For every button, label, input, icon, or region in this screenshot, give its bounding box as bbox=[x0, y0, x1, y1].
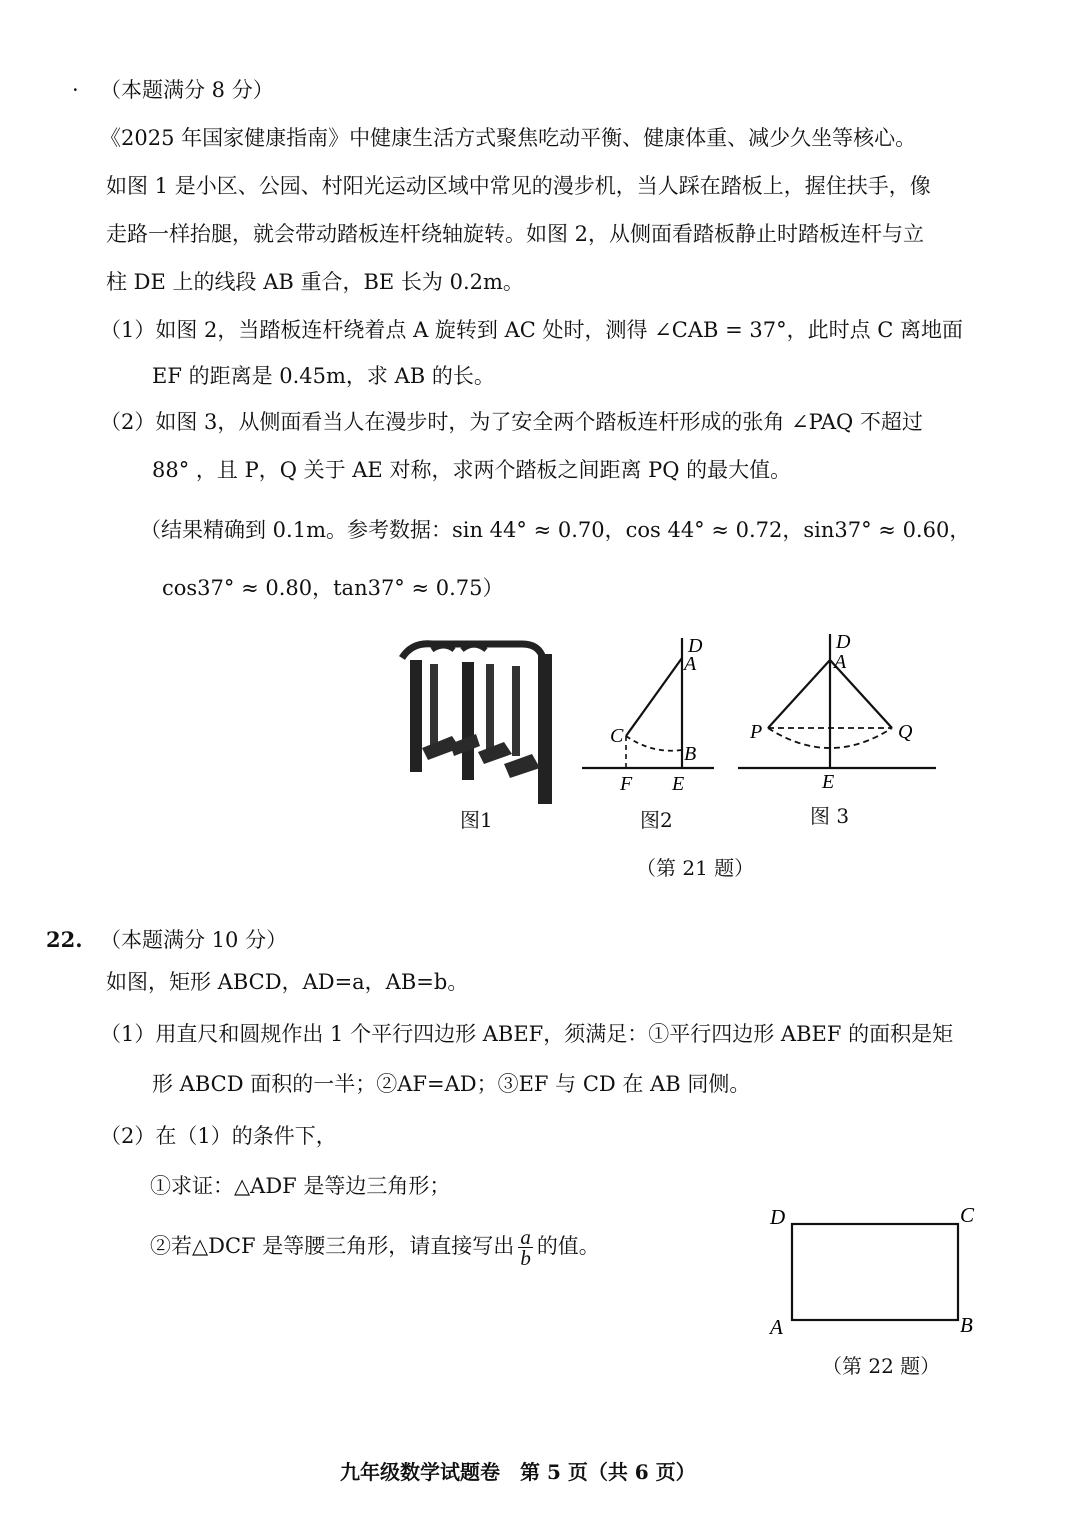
fig3-label-d: D bbox=[836, 631, 851, 653]
fig3-label-a: A bbox=[834, 651, 847, 673]
fraction-denominator: b bbox=[520, 1246, 531, 1270]
q21-note-2: cos37° ≈ 0.80，tan37° ≈ 0.75） bbox=[162, 576, 504, 600]
q22-part2-b-pre: ②若△DCF 是等腰三角形，请直接写出 bbox=[150, 1234, 515, 1258]
fig1-caption: 图1 bbox=[460, 808, 493, 832]
q22-figure-caption: （第 22 题） bbox=[822, 1354, 941, 1378]
q22-header: （本题满分 10 分） bbox=[100, 928, 288, 952]
fig1-walking-machine-illustration bbox=[392, 636, 562, 806]
fig2-label-d: D bbox=[688, 635, 703, 657]
q21-intro-2: 如图 1 是小区、公园、村阳光运动区域中常见的漫步机，当人踩在踏板上，握住扶手，像 bbox=[106, 174, 931, 198]
q22-part2-b bbox=[150, 1222, 600, 1270]
q21-header: （本题满分 8 分） bbox=[100, 78, 274, 102]
rect-label-c: C bbox=[960, 1203, 975, 1227]
q22-part1-1: （1）用直尺和圆规作出 1 个平行四边形 ABEF，须满足：①平行四边形 ABEF 的面积是矩 bbox=[100, 1022, 954, 1046]
fig2-diagram bbox=[580, 632, 720, 802]
fig2-label-e: E bbox=[672, 773, 685, 795]
q21-part2-2: 88° ，且 P，Q 关于 AE 对称，求两个踏板之间距离 PQ 的最大值。 bbox=[152, 458, 792, 482]
fig2-label-a: A bbox=[684, 653, 697, 675]
q22-part2: （2）在（1）的条件下， bbox=[100, 1124, 337, 1148]
fig3-label-p: P bbox=[750, 721, 763, 743]
rect-label-b: B bbox=[960, 1313, 973, 1337]
q21-part2-1: （2）如图 3，从侧面看当人在漫步时，为了安全两个踏板连杆形成的张角 ∠PAQ 不超过 bbox=[100, 410, 923, 434]
q22-part2-b-post: 的值。 bbox=[536, 1234, 600, 1258]
q22-intro: 如图，矩形 ABCD，AD=a，AB=b。 bbox=[106, 970, 469, 994]
page-footer: 九年级数学试题卷 第 5 页（共 6 页） bbox=[340, 1460, 696, 1484]
q21-intro-4: 柱 DE 上的线段 AB 重合，BE 长为 0.2m。 bbox=[106, 270, 524, 294]
q22-part1-2: 形 ABCD 面积的一半；②AF=AD；③EF 与 CD 在 AB 同侧。 bbox=[152, 1072, 751, 1096]
q22-rectangle-diagram bbox=[766, 1200, 986, 1346]
q22-part2-a: ①求证：△ADF 是等边三角形； bbox=[150, 1174, 451, 1198]
fraction-numerator: a bbox=[520, 1225, 531, 1249]
fig2-caption: 图2 bbox=[640, 808, 673, 832]
fig2-label-b: B bbox=[684, 743, 697, 765]
fig2-label-f: F bbox=[620, 773, 633, 795]
q21-dot: · bbox=[72, 78, 79, 102]
fig3-label-q: Q bbox=[898, 721, 913, 743]
fig2-label-c: C bbox=[610, 725, 624, 747]
fraction-a-over-b bbox=[518, 1227, 533, 1268]
rect-label-d: D bbox=[770, 1205, 786, 1229]
q21-part1-1: （1）如图 2，当踏板连杆绕着点 A 旋转到 AC 处时，测得 ∠CAB = 37°，此时点 C 离地面 bbox=[100, 318, 964, 342]
q22-number: 22. bbox=[46, 927, 83, 952]
q21-figure-caption: （第 21 题） bbox=[636, 856, 755, 880]
q21-intro-1: 《2025 年国家健康指南》中健康生活方式聚焦吃动平衡、健康体重、减少久坐等核心。 bbox=[100, 126, 917, 150]
fig3-label-e: E bbox=[822, 771, 835, 793]
q21-intro-3: 走路一样抬腿，就会带动踏板连杆绕轴旋转。如图 2，从侧面看踏板静止时踏板连杆与立 bbox=[106, 222, 925, 246]
rect-label-a: A bbox=[770, 1315, 783, 1339]
q21-part1-2: EF 的距离是 0.45m，求 AB 的长。 bbox=[152, 364, 495, 388]
fig3-diagram bbox=[734, 626, 940, 798]
q21-note-1: （结果精确到 0.1m。参考数据：sin 44° ≈ 0.70，cos 44° ≈ 0.72，sin37° ≈ 0.60， bbox=[140, 518, 971, 542]
fig3-caption: 图 3 bbox=[810, 804, 850, 828]
